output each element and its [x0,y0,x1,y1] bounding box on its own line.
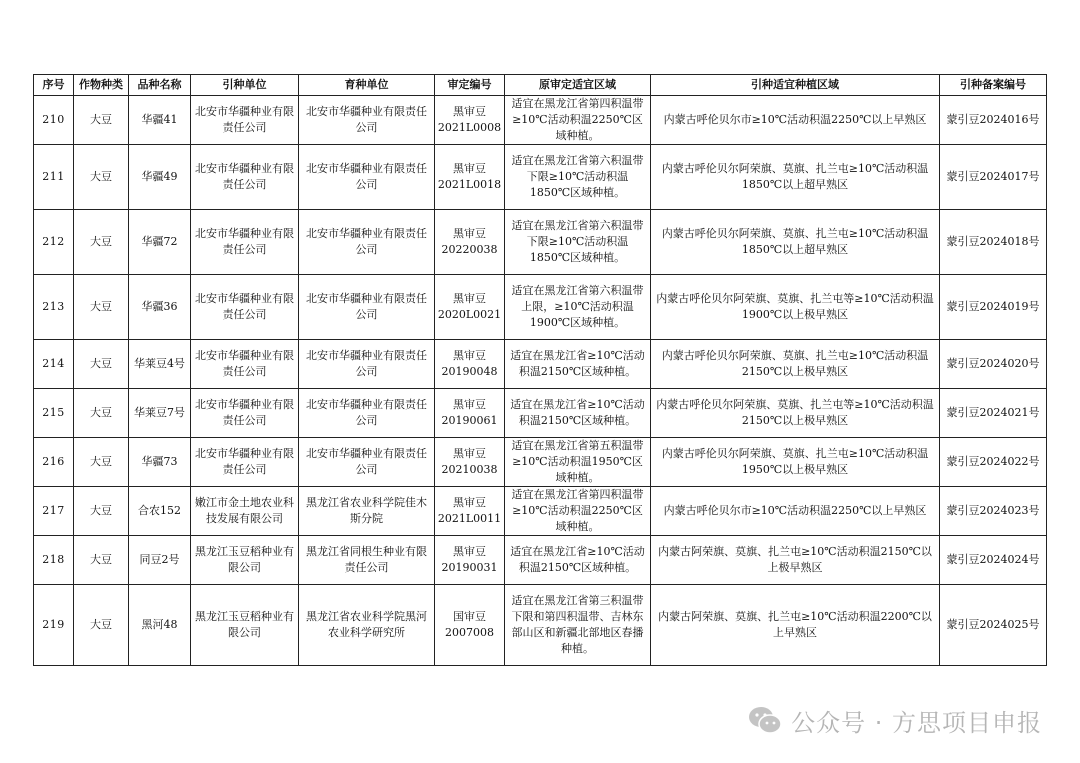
cell-breeder: 黑龙江省同根生种业有限责任公司 [299,536,435,585]
wechat-icon [747,705,783,735]
cell-orig-region: 适宜在黑龙江省≥10℃活动积温2150℃区域种植。 [505,536,651,585]
cell-record: 蒙引豆2024022号 [940,438,1047,487]
header-seq: 序号 [34,75,74,96]
cell-crop: 大豆 [74,96,129,145]
cell-introducer: 北安市华疆种业有限责任公司 [191,210,299,275]
cell-seq: 211 [34,145,74,210]
cell-introducer: 嫩江市金土地农业科技发展有限公司 [191,487,299,536]
cell-orig-region: 适宜在黑龙江省第六积温带下限≥10℃活动积温1850℃区域种植。 [505,210,651,275]
table-row [34,340,1047,389]
cell-crop: 大豆 [74,585,129,666]
cell-approval: 国审豆2007008 [435,585,505,666]
cell-variety: 华莱豆7号 [129,389,191,438]
cell-orig-region: 适宜在黑龙江省第四积温带≥10℃活动积温2250℃区域种植。 [505,96,651,145]
cell-introducer: 北安市华疆种业有限责任公司 [191,389,299,438]
cell-introducer: 北安市华疆种业有限责任公司 [191,145,299,210]
header-orig-region: 原审定适宜区域 [505,75,651,96]
cell-intro-region: 内蒙古呼伦贝尔阿荣旗、莫旗、扎兰屯≥10℃活动积温1850℃以上超早熟区 [651,145,940,210]
cell-orig-region: 适宜在黑龙江省≥10℃活动积温2150℃区域种植。 [505,389,651,438]
cell-approval: 黑审豆20190048 [435,340,505,389]
header-record: 引种备案编号 [940,75,1047,96]
cell-variety: 华疆49 [129,145,191,210]
cell-orig-region: 适宜在黑龙江省≥10℃活动积温2150℃区域种植。 [505,340,651,389]
cell-variety: 华疆36 [129,275,191,340]
cell-seq: 219 [34,585,74,666]
cell-crop: 大豆 [74,536,129,585]
cell-introducer: 黑龙江玉豆稻种业有限公司 [191,536,299,585]
cell-seq: 213 [34,275,74,340]
cell-variety: 黑河48 [129,585,191,666]
cell-seq: 218 [34,536,74,585]
header-crop: 作物种类 [74,75,129,96]
table-header [34,75,1047,96]
table-body [34,96,1047,666]
cell-record: 蒙引豆2024018号 [940,210,1047,275]
cell-introducer: 北安市华疆种业有限责任公司 [191,96,299,145]
cell-orig-region: 适宜在黑龙江省第三积温带下限和第四积温带、吉林东部山区和新疆北部地区春播种植。 [505,585,651,666]
table-row [34,585,1047,666]
cell-seq: 216 [34,438,74,487]
cell-crop: 大豆 [74,389,129,438]
cell-orig-region: 适宜在黑龙江省第六积温带上限，≥10℃活动积温1900℃区域种植。 [505,275,651,340]
cell-variety: 华疆72 [129,210,191,275]
cell-record: 蒙引豆2024017号 [940,145,1047,210]
cell-seq: 217 [34,487,74,536]
header-approval: 审定编号 [435,75,505,96]
cell-approval: 黑审豆20190031 [435,536,505,585]
header-breeder: 育种单位 [299,75,435,96]
cell-breeder: 黑龙江省农业科学院佳木斯分院 [299,487,435,536]
header-row [34,75,1047,96]
cell-record: 蒙引豆2024021号 [940,389,1047,438]
cell-introducer: 黑龙江玉豆稻种业有限公司 [191,585,299,666]
table-row [34,210,1047,275]
cell-breeder: 北安市华疆种业有限责任公司 [299,275,435,340]
cell-seq: 212 [34,210,74,275]
cell-seq: 214 [34,340,74,389]
cell-record: 蒙引豆2024024号 [940,536,1047,585]
cell-approval: 黑审豆2021L0018 [435,145,505,210]
cell-approval: 黑审豆2021L0008 [435,96,505,145]
cell-breeder: 北安市华疆种业有限责任公司 [299,389,435,438]
cell-orig-region: 适宜在黑龙江省第五积温带≥10℃活动积温1950℃区域种植。 [505,438,651,487]
cell-introducer: 北安市华疆种业有限责任公司 [191,438,299,487]
cell-crop: 大豆 [74,210,129,275]
cell-intro-region: 内蒙古呼伦贝尔阿荣旗、莫旗、扎兰屯等≥10℃活动积温2150℃以上极早熟区 [651,389,940,438]
cell-intro-region: 内蒙古阿荣旗、莫旗、扎兰屯≥10℃活动积温2200℃以上早熟区 [651,585,940,666]
header-introducer: 引种单位 [191,75,299,96]
cell-variety: 合农152 [129,487,191,536]
table-row [34,96,1047,145]
cell-orig-region: 适宜在黑龙江省第四积温带≥10℃活动积温2250℃区域种植。 [505,487,651,536]
cell-crop: 大豆 [74,340,129,389]
cell-approval: 黑审豆2021L0011 [435,487,505,536]
cell-seq: 215 [34,389,74,438]
cell-approval: 黑审豆20210038 [435,438,505,487]
cell-approval: 黑审豆20190061 [435,389,505,438]
cell-approval: 黑审豆20220038 [435,210,505,275]
cell-breeder: 北安市华疆种业有限责任公司 [299,340,435,389]
cell-intro-region: 内蒙古呼伦贝尔阿荣旗、莫旗、扎兰屯≥10℃活动积温1850℃以上超早熟区 [651,210,940,275]
cell-orig-region: 适宜在黑龙江省第六积温带下限≥10℃活动积温1850℃区域种植。 [505,145,651,210]
cell-crop: 大豆 [74,487,129,536]
cell-record: 蒙引豆2024019号 [940,275,1047,340]
cell-approval: 黑审豆2020L0021 [435,275,505,340]
cell-breeder: 北安市华疆种业有限责任公司 [299,96,435,145]
table-row [34,145,1047,210]
cell-crop: 大豆 [74,145,129,210]
cell-variety: 华莱豆4号 [129,340,191,389]
cell-breeder: 黑龙江省农业科学院黑河农业科学研究所 [299,585,435,666]
cell-intro-region: 内蒙古呼伦贝尔阿荣旗、莫旗、扎兰屯等≥10℃活动积温1900℃以上极早熟区 [651,275,940,340]
header-intro-region: 引种适宜种植区域 [651,75,940,96]
cell-breeder: 北安市华疆种业有限责任公司 [299,145,435,210]
table-row [34,438,1047,487]
cell-intro-region: 内蒙古呼伦贝尔阿荣旗、莫旗、扎兰屯≥10℃活动积温1950℃以上极早熟区 [651,438,940,487]
cell-intro-region: 内蒙古呼伦贝尔阿荣旗、莫旗、扎兰屯≥10℃活动积温2150℃以上极早熟区 [651,340,940,389]
cell-crop: 大豆 [74,275,129,340]
cell-record: 蒙引豆2024016号 [940,96,1047,145]
cell-introducer: 北安市华疆种业有限责任公司 [191,275,299,340]
cell-intro-region: 内蒙古呼伦贝尔市≥10℃活动积温2250℃以上早熟区 [651,96,940,145]
cell-record: 蒙引豆2024023号 [940,487,1047,536]
cell-intro-region: 内蒙古阿荣旗、莫旗、扎兰屯≥10℃活动积温2150℃以上极早熟区 [651,536,940,585]
cell-introducer: 北安市华疆种业有限责任公司 [191,340,299,389]
cell-breeder: 北安市华疆种业有限责任公司 [299,210,435,275]
cell-record: 蒙引豆2024020号 [940,340,1047,389]
cell-variety: 华疆73 [129,438,191,487]
cell-variety: 华疆41 [129,96,191,145]
table-row [34,487,1047,536]
cell-variety: 同豆2号 [129,536,191,585]
table-row [34,536,1047,585]
table-row [34,275,1047,340]
header-variety: 品种名称 [129,75,191,96]
cell-seq: 210 [34,96,74,145]
cell-breeder: 北安市华疆种业有限责任公司 [299,438,435,487]
table-row [34,389,1047,438]
watermark [747,702,1042,738]
cell-crop: 大豆 [74,438,129,487]
cell-intro-region: 内蒙古呼伦贝尔市≥10℃活动积温2250℃以上早熟区 [651,487,940,536]
variety-record-table [33,74,1047,666]
watermark-text: 公众号 · 方思项目申报 [791,708,1042,737]
cell-record: 蒙引豆2024025号 [940,585,1047,666]
